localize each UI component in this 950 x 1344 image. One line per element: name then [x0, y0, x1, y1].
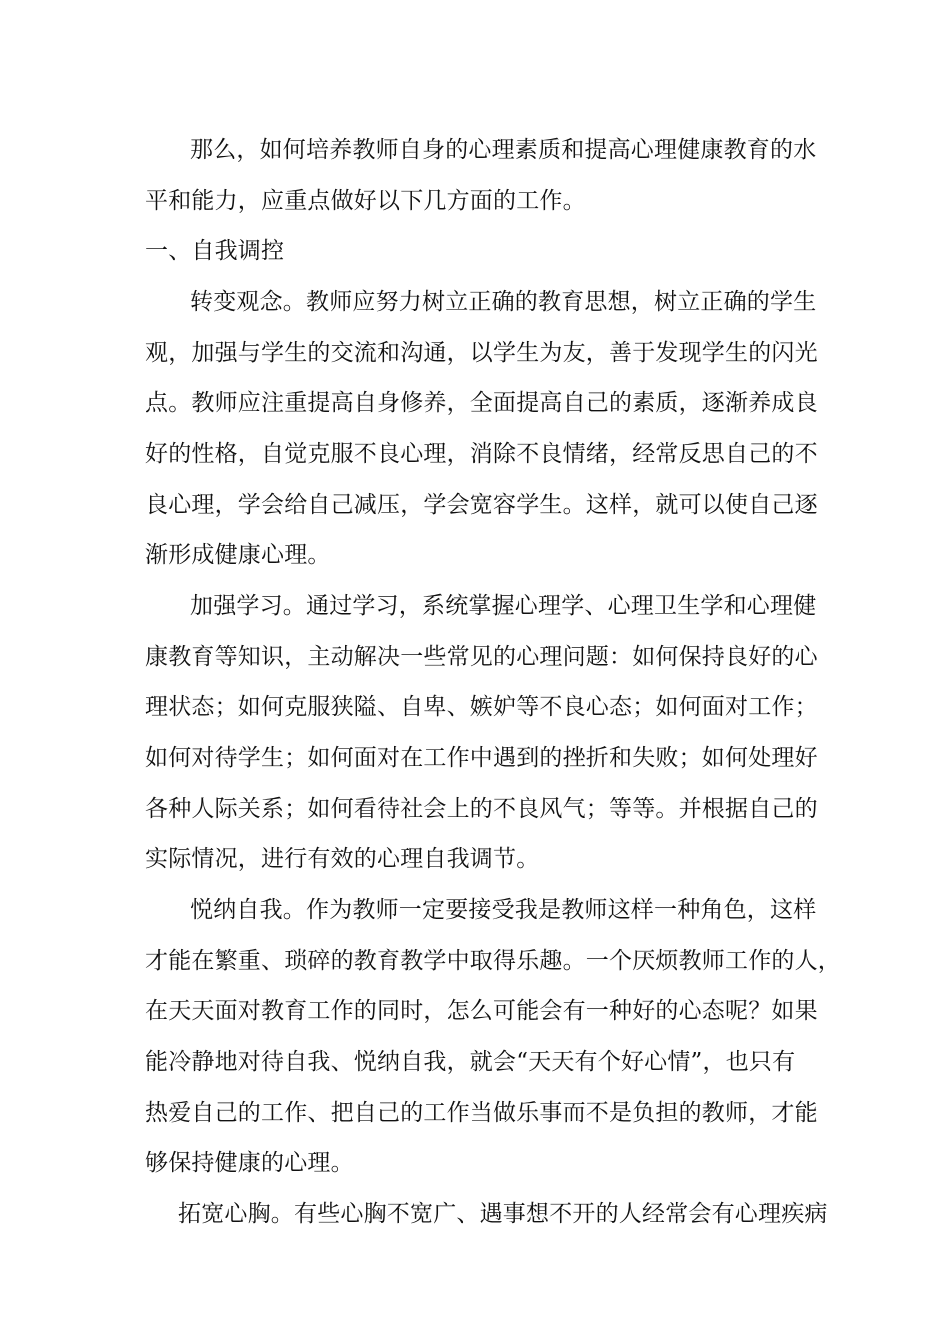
paragraph-3-line-4: 如何对待学生；如何面对在工作中遇到的挫折和失败；如何处理好: [145, 745, 818, 771]
paragraph-2-line-2: 观，加强与学生的交流和沟通，以学生为友，善于发现学生的闪光: [145, 340, 818, 366]
paragraph-3-line-2: 康教育等知识，主动解决一些常见的心理问题：如何保持良好的心: [145, 644, 818, 670]
paragraph-4-line-6: 够保持健康的心理。: [145, 1150, 354, 1176]
paragraph-1-line-1: 那么，如何培养教师自身的心理素质和提高心理健康教育的水: [190, 137, 817, 163]
paragraph-4-line-2: 才能在繁重、琐碎的教育教学中取得乐趣。一个厌烦教师工作的人，: [145, 948, 841, 974]
section-heading: 一、自我调控: [145, 238, 285, 264]
paragraph-4-line-4: 能冷静地对待自我、悦纳自我，就会“天天有个好心情”，也只有: [145, 1049, 796, 1075]
paragraph-2-line-5: 良心理，学会给自己减压，学会宽容学生。这样，就可以使自己逐: [145, 492, 818, 518]
paragraph-4-line-5: 热爱自己的工作、把自己的工作当做乐事而不是负担的教师，才能: [145, 1100, 818, 1126]
paragraph-3-line-6: 实际情况，进行有效的心理自我调节。: [145, 846, 540, 872]
paragraph-3-line-1: 加强学习。通过学习，系统掌握心理学、心理卫生学和心理健: [190, 593, 817, 619]
paragraph-5-line-1: 拓宽心胸。有些心胸不宽广、遇事想不开的人经常会有心理疾病: [178, 1201, 828, 1227]
paragraph-2-line-3: 点。教师应注重提高自身修养，全面提高自己的素质，逐渐养成良: [145, 390, 818, 416]
paragraph-3-line-3: 理状态；如何克服狭隘、自卑、嫉妒等不良心态；如何面对工作；: [145, 694, 818, 720]
paragraph-3-line-5: 各种人际关系；如何看待社会上的不良风气；等等。并根据自己的: [145, 796, 818, 822]
paragraph-2-line-1: 转变观念。教师应努力树立正确的教育思想，树立正确的学生: [190, 289, 817, 315]
paragraph-2-line-4: 好的性格，自觉克服不良心理，消除不良情绪，经常反思自己的不: [145, 441, 818, 467]
paragraph-4-line-3: 在天天面对教育工作的同时，怎么可能会有一种好的心态呢？如果: [145, 998, 818, 1024]
paragraph-4-line-1: 悦纳自我。作为教师一定要接受我是教师这样一种角色，这样: [190, 897, 817, 923]
paragraph-1-line-2: 平和能力，应重点做好以下几方面的工作。: [145, 188, 586, 214]
paragraph-2-line-6: 渐形成健康心理。: [145, 542, 331, 568]
